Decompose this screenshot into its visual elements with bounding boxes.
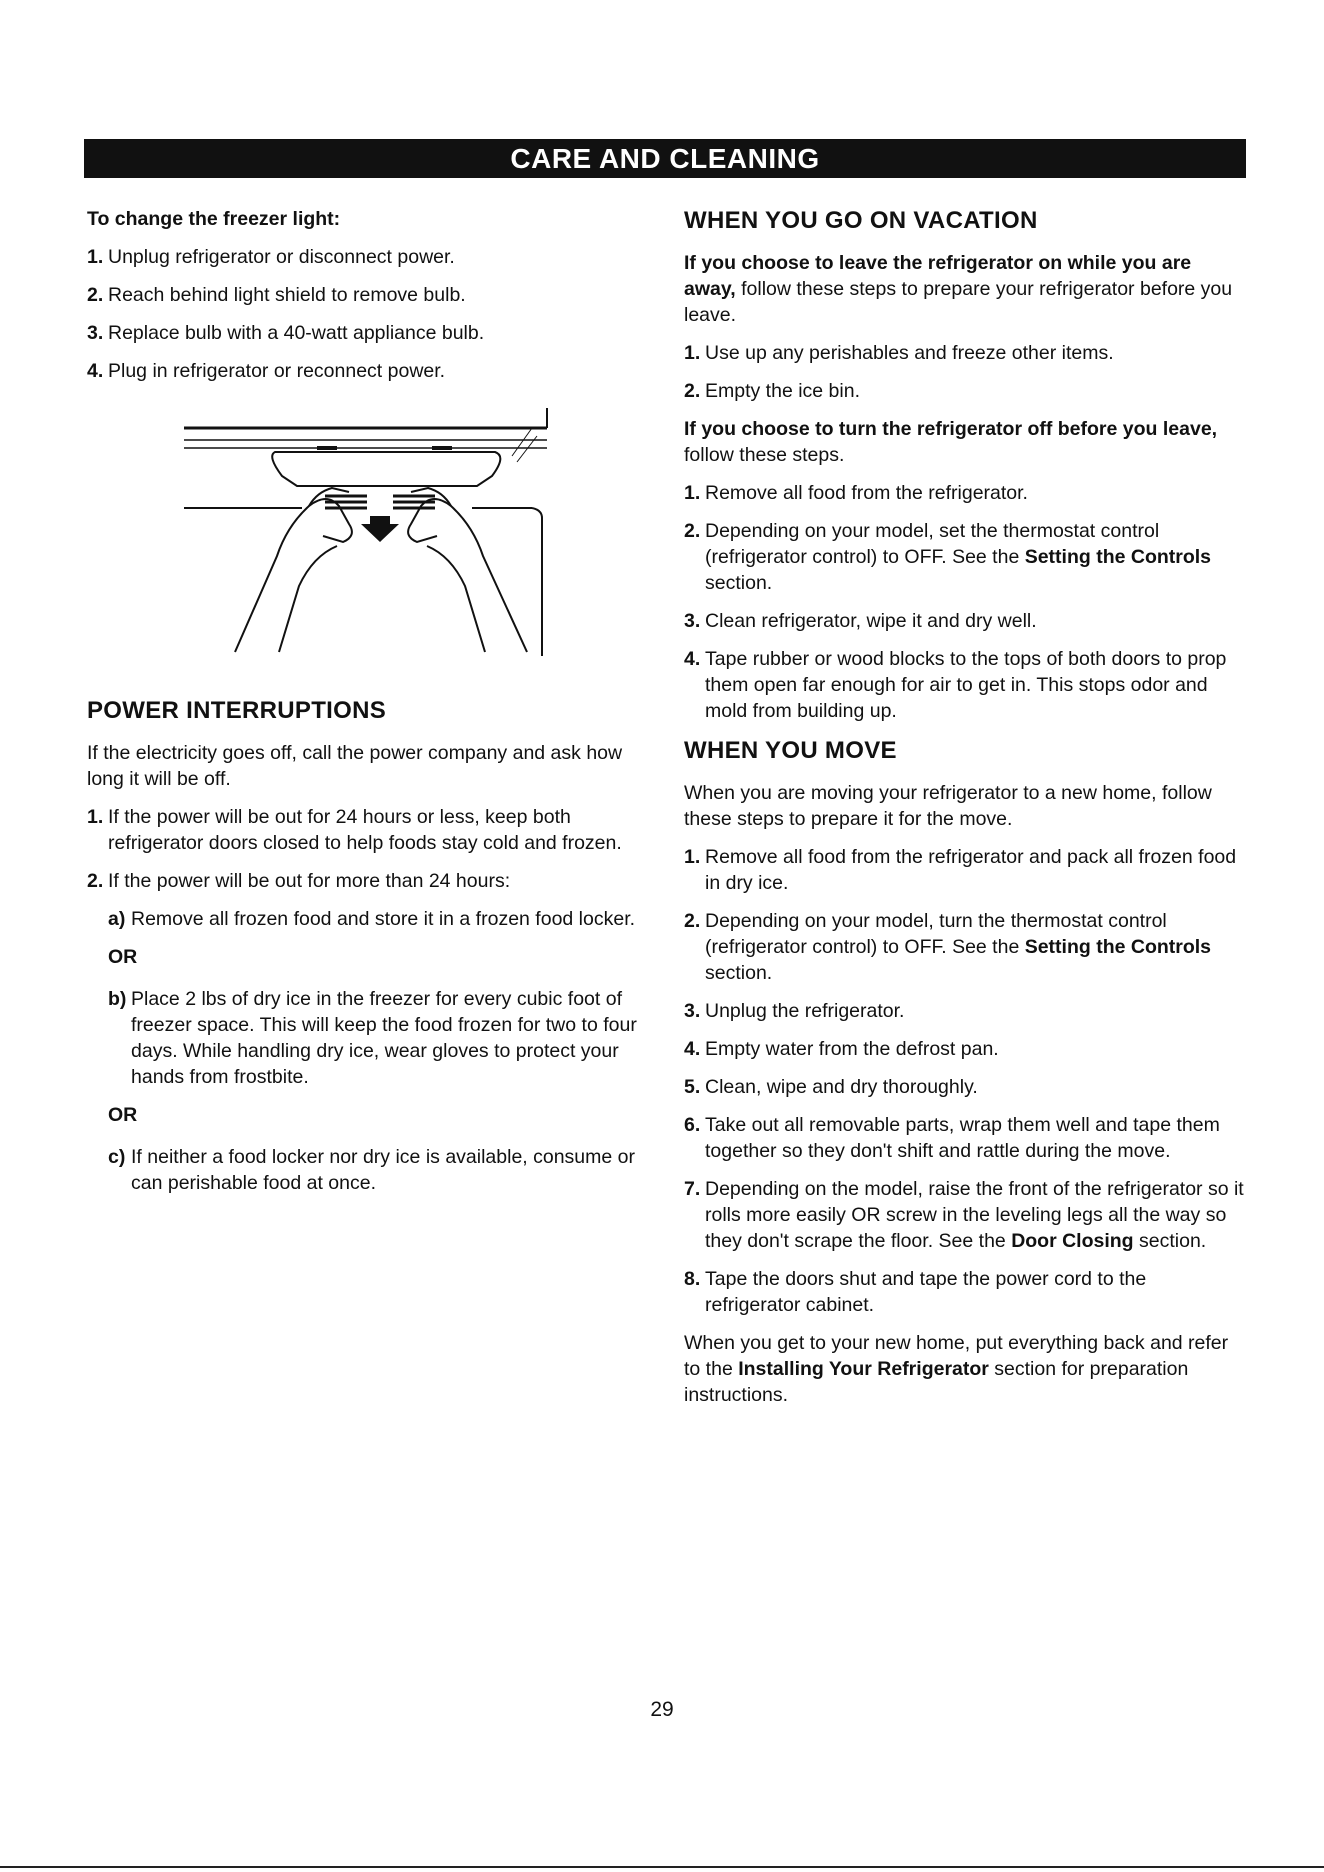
option-letter: a) xyxy=(108,908,126,930)
step-text: Clean, wipe and dry thoroughly. xyxy=(705,1076,978,1098)
or-label: OR xyxy=(108,1104,138,1126)
step-number: 2. xyxy=(684,910,701,932)
power-options xyxy=(108,1144,647,1196)
freezer-light-heading: To change the freezer light: xyxy=(87,208,341,230)
list-item xyxy=(684,608,1244,634)
list-item xyxy=(108,1144,647,1196)
vacation-leave-bold: If you choose to leave the refrigerator on while you are away, xyxy=(684,252,1192,300)
move-heading: WHEN YOU MOVE xyxy=(684,737,897,764)
power-intro: If the electricity goes off, call the power company and ask how long it will be off. xyxy=(87,742,623,790)
step-number: 1. xyxy=(87,246,104,268)
power-options xyxy=(108,986,647,1090)
outro-text: section for preparation instructions. xyxy=(684,1358,1189,1406)
step-number: 1. xyxy=(684,482,701,504)
option-letter: b) xyxy=(108,988,127,1010)
step-text: Reach behind light shield to remove bulb. xyxy=(108,284,466,306)
outro-text: When you get to your new home, put everything back and refer to the xyxy=(684,1332,1229,1380)
step-text: Tape the doors shut and tape the power cord to the refrigerator cabinet. xyxy=(705,1268,1147,1316)
light-bulb-removal-illustration xyxy=(87,396,557,666)
cross-reference: Setting the Controls xyxy=(1024,936,1212,958)
list-item xyxy=(684,1266,1244,1318)
step-text: section. xyxy=(1133,1230,1207,1252)
step-number: 3. xyxy=(684,1000,701,1022)
step-number: 7. xyxy=(684,1178,701,1200)
step-number: 2. xyxy=(87,870,104,892)
step-number: 2. xyxy=(684,520,701,542)
vacation-leave-steps xyxy=(684,340,1244,404)
section-header xyxy=(84,139,1246,178)
step-text: Tape rubber or wood blocks to the tops of both doors to prop them open far enough for air to get in. This stops odor and mold from building up. xyxy=(705,648,1227,722)
option-text: Place 2 lbs of dry ice in the freezer for every cubic foot of freezer space. This will keep the food frozen for two to four days. While handling dry ice, wear gloves to protect your hands from frostbite. xyxy=(131,988,637,1088)
list-item xyxy=(684,378,1244,404)
vacation-off-bold: If you choose to turn the refrigerator off before you leave, xyxy=(684,418,1218,440)
list-item xyxy=(684,998,1244,1024)
list-item xyxy=(684,1074,1244,1100)
step-number: 1. xyxy=(87,806,104,828)
vacation-heading: WHEN YOU GO ON VACATION xyxy=(684,207,1038,234)
step-number: 4. xyxy=(684,1038,701,1060)
step-number: 6. xyxy=(684,1114,701,1136)
step-text: Remove all food from the refrigerator. xyxy=(705,482,1028,504)
step-number: 1. xyxy=(684,846,701,868)
list-item xyxy=(684,1036,1244,1062)
list-item xyxy=(87,868,647,894)
list-item xyxy=(87,320,647,346)
list-item xyxy=(87,244,647,270)
step-text: Depending on the model, raise the front of the refrigerator so it rolls more easily OR screw in the leveling legs all the way so they don't scrape the floor. See the xyxy=(705,1178,1244,1252)
list-item xyxy=(684,646,1244,724)
list-item xyxy=(684,480,1244,506)
step-text: Unplug refrigerator or disconnect power. xyxy=(108,246,455,268)
step-number: 5. xyxy=(684,1076,701,1098)
list-item xyxy=(108,906,647,932)
cross-reference: Setting the Controls xyxy=(1024,546,1212,568)
list-item xyxy=(684,844,1244,896)
list-item xyxy=(684,908,1244,986)
step-text: Unplug the refrigerator. xyxy=(705,1000,905,1022)
step-text: Clean refrigerator, wipe it and dry well. xyxy=(705,610,1037,632)
step-text: section. xyxy=(705,572,773,594)
step-text: Replace bulb with a 40-watt appliance bulb. xyxy=(108,322,485,344)
move-outro xyxy=(684,1330,1244,1408)
step-text: Remove all food from the refrigerator and pack all frozen food in dry ice. xyxy=(705,846,1237,894)
freezer-light-steps xyxy=(87,244,647,384)
step-number: 2. xyxy=(684,380,701,402)
step-text: If the power will be out for 24 hours or less, keep both refrigerator doors closed to help foods stay cold and frozen. xyxy=(108,806,622,854)
bottom-rule xyxy=(0,1866,1324,1868)
option-text: If neither a food locker nor dry ice is available, consume or can perishable food at once. xyxy=(131,1146,636,1194)
power-steps xyxy=(87,804,647,894)
step-number: 8. xyxy=(684,1268,701,1290)
left-column xyxy=(87,206,647,1208)
page-number: 29 xyxy=(650,1698,674,1721)
step-text: Use up any perishables and freeze other items. xyxy=(705,342,1114,364)
option-letter: c) xyxy=(108,1146,126,1168)
cross-reference: Door Closing xyxy=(1011,1230,1134,1252)
vacation-off-steps xyxy=(684,480,1244,724)
step-text: section. xyxy=(705,962,773,984)
list-item xyxy=(684,518,1244,596)
right-column xyxy=(684,206,1244,1420)
step-text: Take out all removable parts, wrap them well and tape them together so they don't shift and rattle during the move. xyxy=(705,1114,1220,1162)
power-options xyxy=(108,906,647,932)
step-text: Plug in refrigerator or reconnect power. xyxy=(108,360,446,382)
step-number: 2. xyxy=(87,284,104,306)
list-item xyxy=(87,804,647,856)
power-interruptions-heading: POWER INTERRUPTIONS xyxy=(87,697,387,724)
step-text: Depending on your model, set the thermostat control (refrigerator control) to OFF. See the xyxy=(705,520,1160,568)
move-intro: When you are moving your refrigerator to a new home, follow these steps to prepare it for the move. xyxy=(684,782,1212,830)
step-text: Empty water from the defrost pan. xyxy=(705,1038,999,1060)
list-item xyxy=(108,986,647,1090)
step-number: 3. xyxy=(684,610,701,632)
option-text: Remove all frozen food and store it in a frozen food locker. xyxy=(131,908,636,930)
list-item xyxy=(684,340,1244,366)
step-number: 4. xyxy=(87,360,104,382)
section-title: CARE AND CLEANING xyxy=(510,143,820,174)
vacation-leave-text: follow these steps to prepare your refrigerator before you leave. xyxy=(684,278,1233,326)
step-number: 1. xyxy=(684,342,701,364)
step-number: 3. xyxy=(87,322,104,344)
cross-reference: Installing Your Refrigerator xyxy=(738,1358,989,1380)
list-item xyxy=(684,1112,1244,1164)
list-item xyxy=(87,358,647,384)
list-item xyxy=(684,1176,1244,1254)
step-text: If the power will be out for more than 24 hours: xyxy=(108,870,511,892)
step-text: Empty the ice bin. xyxy=(705,380,860,402)
vacation-off-intro xyxy=(684,416,1244,468)
list-item xyxy=(87,282,647,308)
or-label: OR xyxy=(108,946,138,968)
step-number: 4. xyxy=(684,648,701,670)
step-text: Depending on your model, turn the thermostat control (refrigerator control) to OFF. See the xyxy=(705,910,1167,958)
move-steps xyxy=(684,844,1244,1318)
vacation-off-text: follow these steps. xyxy=(684,444,845,466)
vacation-leave-intro xyxy=(684,250,1244,328)
